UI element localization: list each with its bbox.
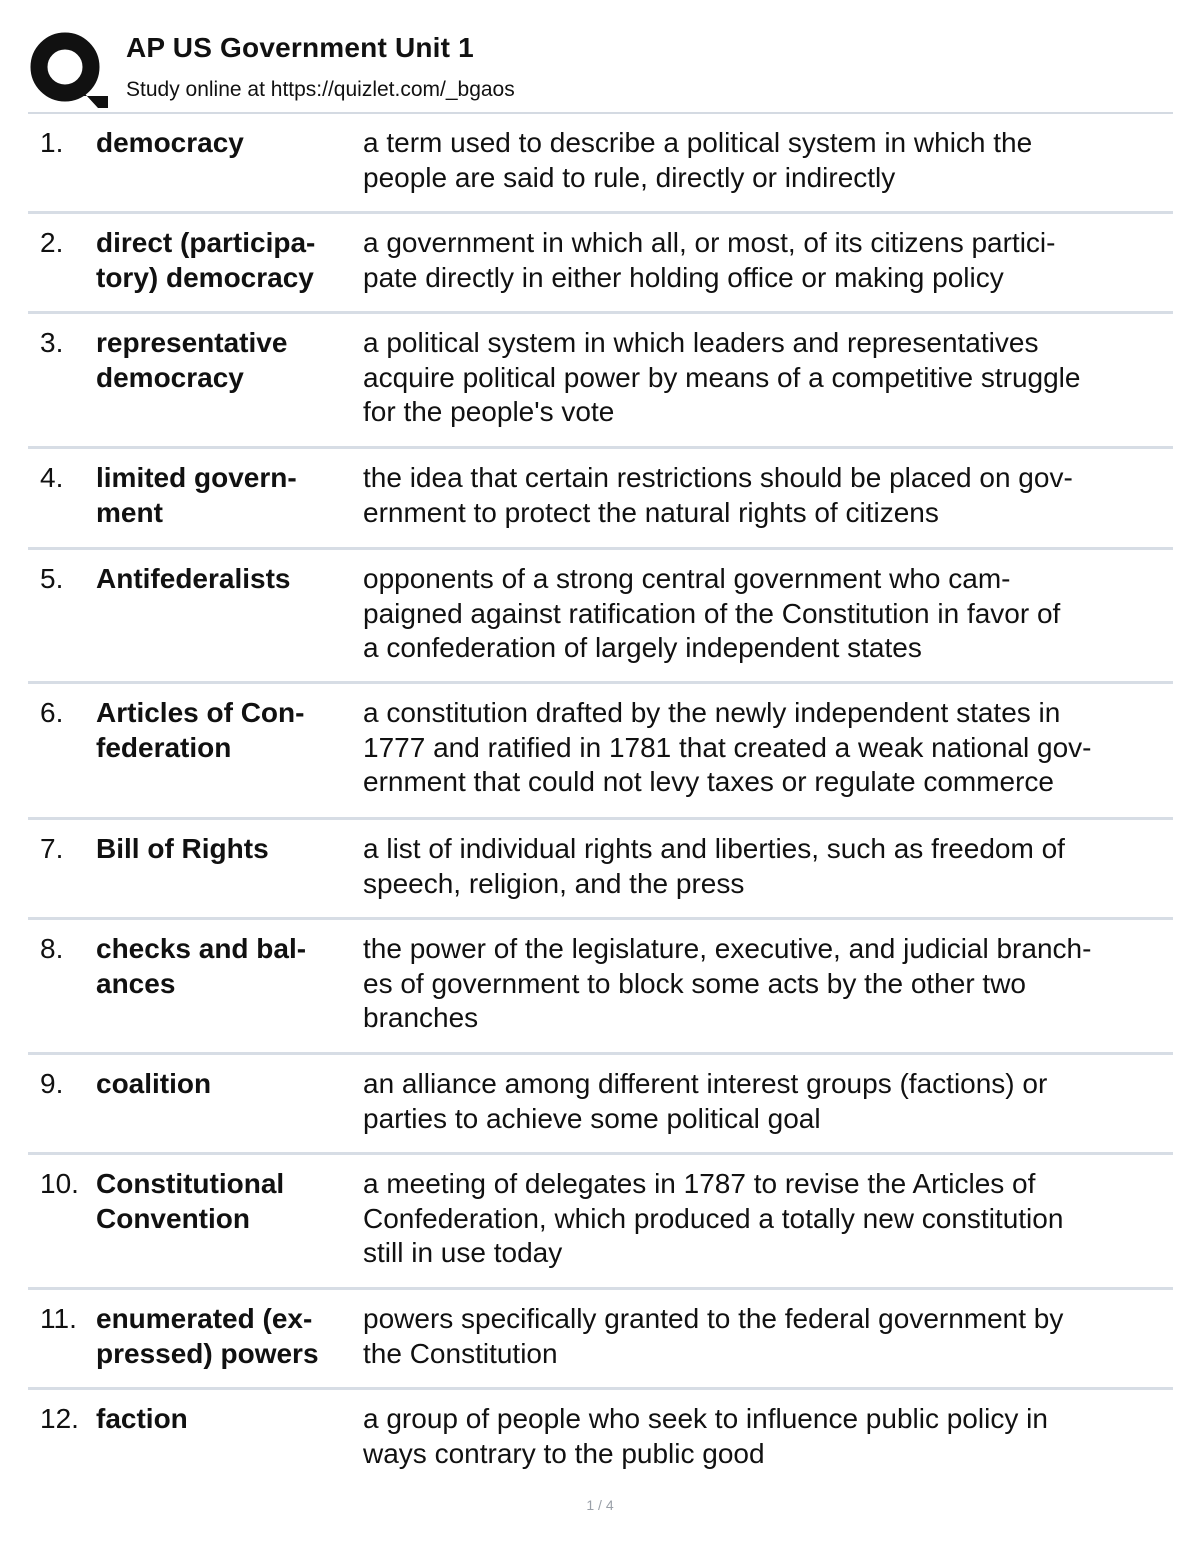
card-number: 4. <box>40 462 64 493</box>
card-number: 7. <box>40 833 64 864</box>
card-number: 9. <box>40 1068 64 1099</box>
card-term: limited govern- ment <box>96 462 297 528</box>
card-term: Articles of Con- federation <box>96 697 305 763</box>
card-row <box>28 1290 1173 1390</box>
quizlet-q-logo-icon <box>28 30 108 108</box>
card-term: direct (participa- tory) democracy <box>96 227 316 293</box>
card-term: Antifederalists <box>96 563 291 594</box>
flashcard-list <box>28 114 1173 1490</box>
card-term: representative democracy <box>96 327 288 393</box>
card-definition: a group of people who seek to influence public policy in ways contrary to the public good <box>363 1403 1048 1469</box>
card-number: 5. <box>40 563 64 594</box>
card-definition: a political system in which leaders and representatives acquire political power by means of a competitive struggle for the people's vote <box>363 327 1081 427</box>
study-online-link[interactable]: Study online at https://quizlet.com/_bgaos <box>126 78 515 101</box>
card-definition: an alliance among different interest groups (factions) or parties to achieve some political goal <box>363 1068 1048 1134</box>
card-row <box>28 314 1173 449</box>
card-row <box>28 1055 1173 1155</box>
card-term: enumerated (ex- pressed) powers <box>96 1303 319 1369</box>
card-term: checks and bal- ances <box>96 933 307 999</box>
card-row <box>28 1155 1173 1290</box>
card-definition: powers specifically granted to the federal government by the Constitution <box>363 1303 1064 1369</box>
card-term: democracy <box>96 127 244 158</box>
card-row <box>28 449 1173 550</box>
card-number: 2. <box>40 227 64 258</box>
card-definition: a government in which all, or most, of its citizens partici- pate directly in either holding office or making policy <box>363 227 1056 293</box>
card-number: 1. <box>40 127 64 158</box>
card-definition: a list of individual rights and liberties, such as freedom of speech, religion, and the press <box>363 833 1065 899</box>
card-number: 3. <box>40 327 64 358</box>
card-definition: the idea that certain restrictions should be placed on gov- ernment to protect the natural rights of citizens <box>363 462 1073 528</box>
card-term: Bill of Rights <box>96 833 269 864</box>
card-definition: a term used to describe a political system in which the people are said to rule, directly or indirectly <box>363 127 1033 193</box>
card-term: Constitutional Convention <box>96 1168 285 1234</box>
card-definition: a constitution drafted by the newly independent states in 1777 and ratified in 1781 that created a weak national gov- ernment that could not levy taxes or regulate commerce <box>363 697 1092 797</box>
card-row <box>28 214 1173 314</box>
card-row <box>28 550 1173 684</box>
card-number: 6. <box>40 697 64 728</box>
page-title: AP US Government Unit 1 <box>126 32 474 63</box>
card-row <box>28 684 1173 820</box>
card-row <box>28 820 1173 920</box>
card-definition: a meeting of delegates in 1787 to revise the Articles of Confederation, which produced a totally new constitution still in use today <box>363 1168 1064 1268</box>
card-row <box>28 1390 1173 1490</box>
card-definition: opponents of a strong central government who cam- paigned against ratification of the Constitution in favor of a confederation of largely independent states <box>363 563 1061 663</box>
card-term: faction <box>96 1403 188 1434</box>
card-number: 8. <box>40 933 64 964</box>
card-number: 12. <box>40 1403 79 1434</box>
card-row <box>28 920 1173 1055</box>
card-row <box>28 114 1173 214</box>
card-term: coalition <box>96 1068 212 1099</box>
page-number: 1 / 4 <box>586 1497 614 1513</box>
page-header <box>28 30 1173 110</box>
card-number: 10. <box>40 1168 79 1199</box>
card-number: 11. <box>40 1303 77 1334</box>
card-definition: the power of the legislature, executive, and judicial branch- es of government to block some acts by the other two branches <box>363 933 1092 1033</box>
